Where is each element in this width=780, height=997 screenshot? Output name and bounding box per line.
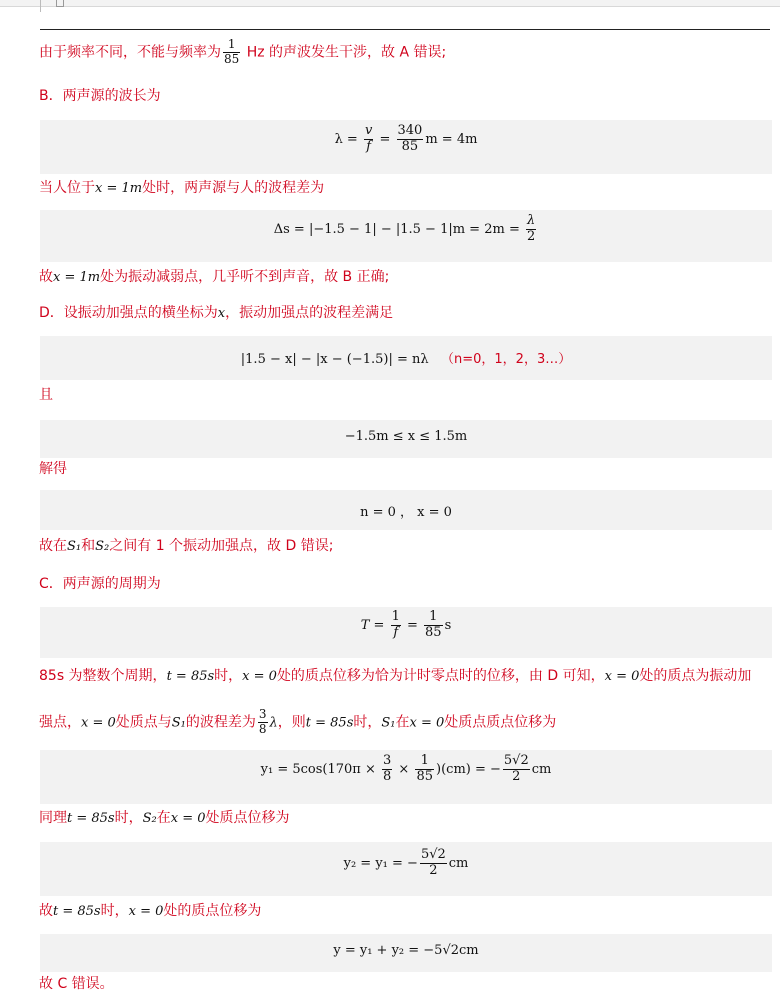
equation-box-4 [40, 420, 772, 458]
equation-period: T = $\frac{1}{f}$ = $\frac{1}{85}$ s [360, 609, 452, 640]
text-line-11: 强点，x = 0处质点与S₁的波程差为 $\frac{3}{8}$ λ，则t = 85s时，S₁在x = 0处质点质点位移为 [39, 707, 557, 736]
text-line-5: D．设振动加强点的横坐标为x，振动加强点的波程差满足 [39, 305, 394, 321]
equation-y1: y₁ = 5cos(170π × $\frac{3}{8}$ × $\frac{1}{85}$ )(cm) = − $\frac{5√2}{2}$ cm [260, 753, 552, 784]
equation-path-difference: Δs = |−1.5 − 1| − |1.5 − 1|m = 2m = $\frac{\lambda}{2}$ [273, 213, 536, 244]
equation-box-1 [40, 120, 772, 174]
equation-box-5 [40, 490, 772, 530]
text-line-6: 且 [39, 387, 53, 403]
header-rule [40, 29, 770, 30]
frac-num: 1 [223, 38, 240, 53]
frac-den: 85 [224, 51, 240, 66]
window-top-bar [0, 0, 780, 7]
equation-box-8 [40, 842, 772, 896]
l1-post: Hz 的声波发生干涉，故 A 错误; [246, 44, 447, 61]
text-line-13: 故t = 85s时，x = 0处的质点位移为 [39, 903, 262, 919]
text-line-10: 85s 为整数个周期，t = 85s时，x = 0处的质点位移为恰为计时零点时的位移，由 D 可知，x = 0处的质点为振动加 [39, 668, 752, 684]
equation-box-9 [40, 934, 772, 972]
text-line-14: 故 C 错误。 [39, 976, 114, 992]
margin-marker [40, 0, 41, 12]
equation-wavelength: λ = $\frac{v}{f}$ = $\frac{340}{85}$ m = 4m [334, 123, 478, 154]
text-line-3: 当人位于x = 1m处时，两声源与人的波程差为 [39, 180, 325, 196]
equation-y-total: y = y₁ + y₂ = −5√2cm [333, 943, 479, 958]
text-line-1 [39, 38, 446, 67]
fraction-1-85 [223, 38, 240, 67]
l1-pre: 由于频率不同，不能与频率为 [39, 44, 221, 61]
margin-corner-marker [56, 0, 64, 7]
equation-box-2 [40, 210, 772, 262]
equation-solution: n = 0 ， x = 0 [360, 505, 452, 520]
equation-box-3 [40, 336, 772, 380]
text-line-4: 故x = 1m处为振动减弱点，几乎听不到声音，故 B 正确; [39, 269, 390, 285]
equation-box-6 [40, 607, 772, 658]
text-line-7: 解得 [39, 461, 67, 477]
equation-constructive-condition: |1.5 − x| − |x − (−1.5)| = nλ （n=0，1，2，3…） [240, 352, 572, 367]
equation-range: −1.5m ≤ x ≤ 1.5m [344, 429, 468, 444]
text-line-12: 同理t = 85s时，S₂在x = 0处质点位移为 [39, 810, 290, 826]
equation-box-7 [40, 750, 772, 804]
text-line-2: B．两声源的波长为 [39, 88, 161, 104]
text-line-8: 故在S₁和S₂之间有 1 个振动加强点，故 D 错误; [39, 538, 334, 554]
text-line-9: C．两声源的周期为 [39, 576, 161, 592]
equation-y2: y₂ = y₁ = − $\frac{5√2}{2}$ cm [343, 847, 469, 878]
